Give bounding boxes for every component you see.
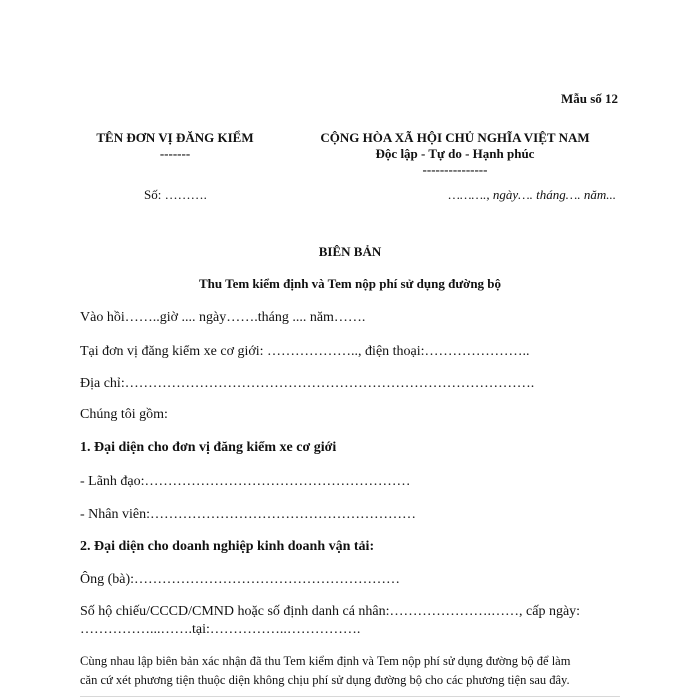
unit-line: Tại đơn vị đăng kiểm xe cơ giới: ……………….., điện thoại:………………….. — [80, 344, 530, 359]
id-issue-line: ……………...…….tại:……………..……………. — [80, 622, 361, 637]
id-number-line: Số hộ chiếu/CCCD/CMND hoặc số định danh cá nhân:………………….……, cấp ngày: — [80, 604, 581, 619]
we-are-line: Chúng tôi gồm: — [80, 407, 168, 422]
issuing-unit-title: TÊN ĐƠN VỊ ĐĂNG KIỂM — [96, 130, 254, 145]
representative-line: Ông (bà):………………………………………………… — [80, 572, 401, 587]
national-motto: Độc lập - Tự do - Hạnh phúc — [375, 146, 535, 161]
staff-line: - Nhân viên:………………………………………………… — [80, 507, 416, 522]
page-edge-divider — [80, 696, 620, 697]
document-number: Số: ………. — [144, 187, 207, 202]
section-1-heading: 1. Đại diện cho đơn vị đăng kiểm xe cơ giới — [80, 440, 337, 455]
address-line: Địa chỉ:……………………………………………………………………………. — [80, 376, 535, 391]
section-2-heading: 2. Đại diện cho doanh nghiệp kinh doanh vận tải: — [80, 539, 375, 554]
closing-line-2: căn cứ xét phương tiện thuộc diện không chịu phí sử dụng đường bộ cho các phương tiện sau đây. — [80, 673, 570, 687]
doc-title: BIÊN BẢN — [318, 244, 382, 259]
issuing-unit-dashes: ------- — [159, 146, 191, 161]
closing-line-1: Cùng nhau lập biên bản xác nhận đã thu Tem kiểm định và Tem nộp phí sử dụng đường bộ để làm — [80, 654, 571, 668]
leader-line: - Lãnh đạo:………………………………………………… — [80, 474, 411, 489]
form-number: Mẫu số 12 — [560, 91, 618, 106]
national-dashes: --------------- — [422, 162, 488, 177]
national-title: CỘNG HÒA XÃ HỘI CHỦ NGHĨA VIỆT NAM — [320, 130, 590, 145]
date-line: ………., ngày…. tháng…. năm... — [448, 187, 616, 202]
doc-subtitle: Thu Tem kiểm định và Tem nộp phí sử dụng đường bộ — [198, 276, 502, 291]
time-line: Vào hồi……..giờ .... ngày…….tháng .... năm……. — [80, 310, 366, 325]
